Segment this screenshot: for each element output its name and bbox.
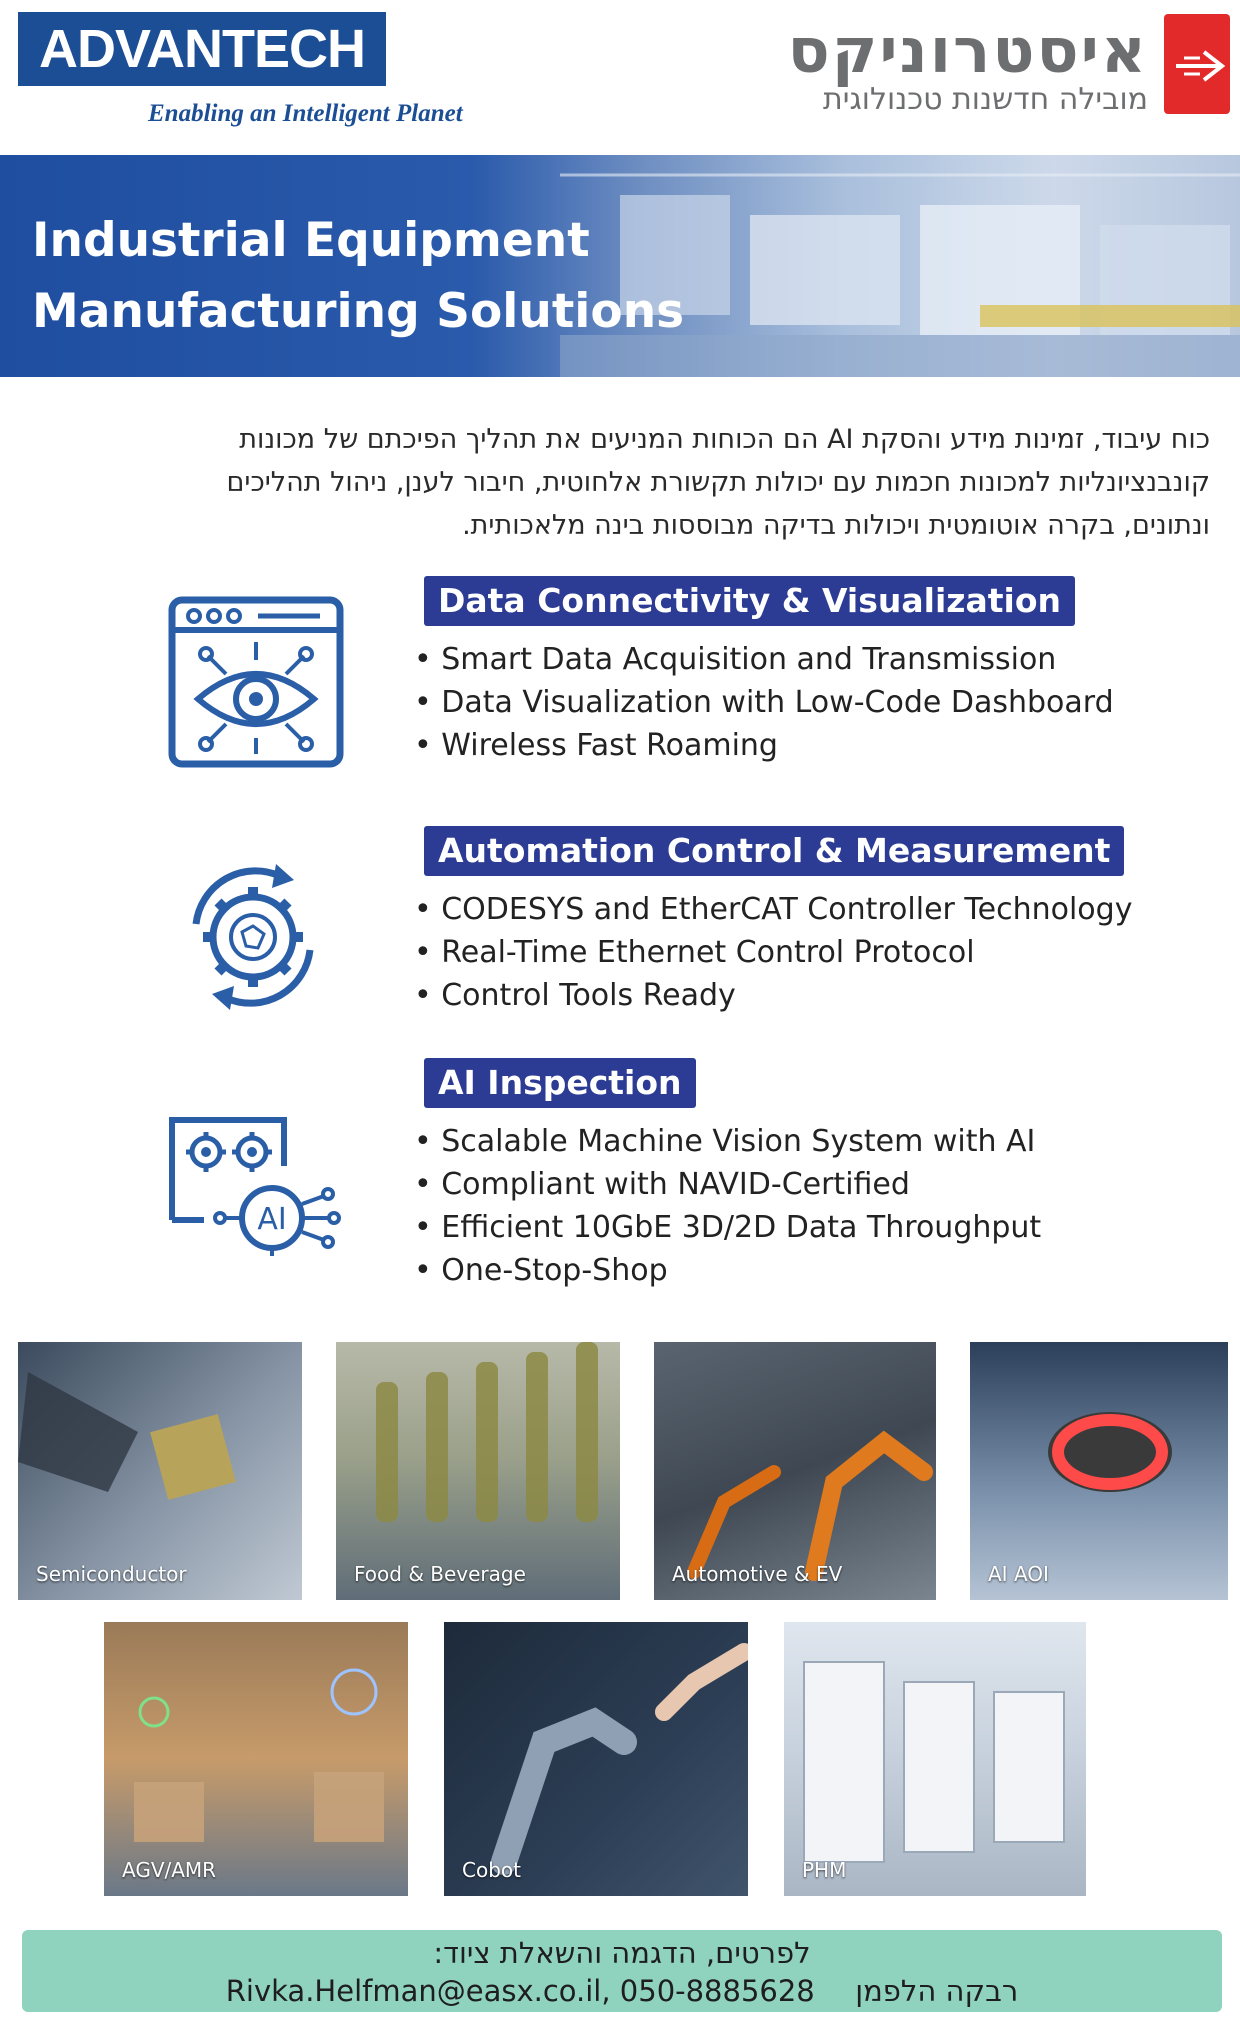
bullet-item: • One-Stop-Shop	[414, 1249, 1041, 1292]
svg-text:AI: AI	[257, 1202, 287, 1237]
bullet-item: • Efficient 10GbE 3D/2D Data Throughput	[414, 1206, 1041, 1249]
warehouse-image	[104, 1622, 408, 1896]
bullet-item: • Wireless Fast Roaming	[414, 724, 1114, 767]
robot-hand-image	[444, 1622, 748, 1896]
intro-paragraph	[100, 418, 1210, 547]
intro-line-2: קונבנציונליות למכונות חכמות עם יכולות תקשורת אלחוטית, חיבור לענן, ניהול תהליכים	[226, 467, 1210, 498]
banner-title-line-1: Industrial Equipment	[32, 213, 590, 268]
ai-gears-icon	[164, 1112, 348, 1260]
contact-details[interactable]: Rivka.Helfman@easx.co.il, 050-8885628	[225, 1974, 815, 2008]
tile-label: Semiconductor	[36, 1562, 187, 1586]
advantech-logo: ADVANTECH	[18, 12, 386, 86]
advantech-tagline: Enabling an Intelligent Planet	[148, 100, 463, 127]
section-title-ai-inspection: AI Inspection	[424, 1058, 696, 1108]
bullet-item: • Real-Time Ethernet Control Protocol	[414, 931, 1132, 974]
section-bullets-data-connectivity	[414, 638, 1114, 767]
contact-name: רבקה הלפמן	[855, 1974, 1019, 2008]
bullet-item: • Compliant with NAVID-Certified	[414, 1163, 1041, 1206]
tile-agv-amr	[104, 1622, 408, 1896]
bullet-item: • Data Visualization with Low-Code Dashboard	[414, 681, 1114, 724]
tile-ai-aoi	[970, 1342, 1228, 1600]
contact-heading: לפרטים, הדגמה והשאלת ציוד:	[433, 1936, 811, 1970]
bullet-item: • Scalable Machine Vision System with AI	[414, 1120, 1041, 1163]
tile-automotive-ev	[654, 1342, 936, 1600]
distributor-logo-text: איסטרוניקס	[787, 14, 1148, 87]
banner-title-line-2: Manufacturing Solutions	[32, 284, 685, 339]
section-title-automation-control: Automation Control & Measurement	[424, 826, 1124, 876]
tile-food-beverage	[336, 1342, 620, 1600]
bullet-item: • Control Tools Ready	[414, 974, 1132, 1017]
section-bullets-automation-control	[414, 888, 1132, 1017]
contact-line	[22, 1974, 1222, 2008]
tile-label: AGV/AMR	[122, 1858, 217, 1882]
tile-semiconductor	[18, 1342, 302, 1600]
hero-banner	[0, 155, 1240, 377]
tile-phm	[784, 1622, 1086, 1896]
machines-image	[784, 1622, 1086, 1896]
gear-cycle-icon	[170, 854, 336, 1020]
distributor-logo-mark-icon	[1164, 14, 1230, 114]
section-title-data-connectivity: Data Connectivity & Visualization	[424, 576, 1075, 626]
tile-label: PHM	[802, 1858, 847, 1882]
tile-label: Cobot	[462, 1858, 521, 1882]
tile-label: AI AOI	[988, 1562, 1049, 1586]
tile-label: Food & Beverage	[354, 1562, 526, 1586]
eye-dashboard-icon	[168, 594, 344, 770]
tile-label: Automotive & EV	[672, 1562, 843, 1586]
contact-footer	[22, 1930, 1222, 2012]
bullet-item: • CODESYS and EtherCAT Controller Technology	[414, 888, 1132, 931]
bullet-item: • Smart Data Acquisition and Transmission	[414, 638, 1114, 681]
section-bullets-ai-inspection	[414, 1120, 1041, 1292]
tile-cobot	[444, 1622, 748, 1896]
intro-line-1: כוח עיבוד, זמינות מידע והסקת AI הם הכוחות המניעים את תהליך הפיכתם של מכונות	[239, 424, 1210, 455]
banner-title	[32, 205, 684, 347]
distributor-tagline: מובילה חדשנות טכנולוגית	[823, 82, 1148, 117]
intro-line-3: ונתונים, בקרה אוטומטית ויכולות בדיקה מבוססות בינה מלאכותית.	[462, 510, 1210, 541]
